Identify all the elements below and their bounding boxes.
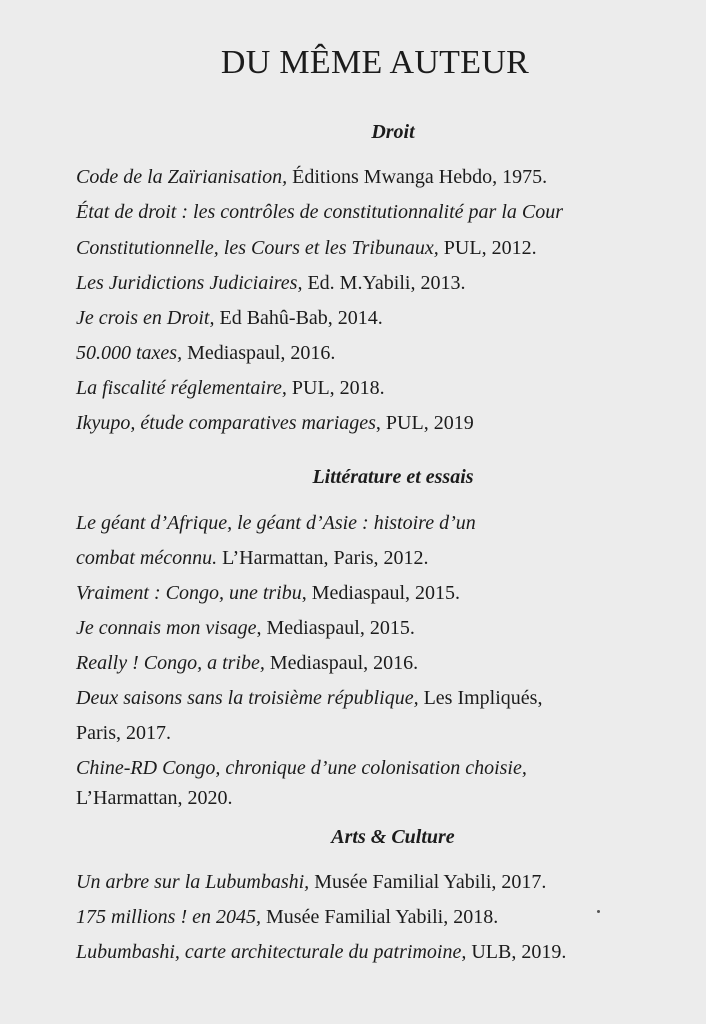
bibliography-entry: [76, 870, 546, 894]
work-details: Ed. M.Yabili, 2013.: [302, 272, 466, 294]
work-details: Ed Bahû-Bab, 2014.: [214, 307, 383, 329]
work-details: L’Harmattan, Paris, 2012.: [217, 547, 429, 569]
bibliography-entry: [76, 651, 418, 675]
page-title: DU MÊME AUTEUR: [220, 44, 530, 81]
work-details: Paris, 2017.: [76, 722, 171, 744]
bibliography-entry: [76, 940, 566, 964]
work-title: Ikyupo, étude comparatives mariages: [76, 412, 376, 434]
bibliography-entry: [76, 236, 537, 260]
work-title: 50.000 taxes,: [76, 342, 183, 364]
bibliography-entry: [76, 411, 474, 435]
work-title: Deux saisons sans la troisième république,: [76, 687, 419, 709]
work-title: Je connais mon visage: [76, 617, 257, 639]
work-title: Un arbre sur la Lubumbashi,: [76, 871, 310, 893]
work-details: Mediaspaul, 2016.: [264, 652, 419, 674]
work-details: PUL, 2018.: [286, 377, 385, 399]
work-title: Chine-RD Congo, chronique d’une colonisation choisie,: [76, 757, 527, 779]
bibliography-entry: [76, 721, 171, 745]
bibliography-entry: [76, 271, 465, 295]
bibliography-entry: [76, 376, 385, 400]
bibliography-entry: [76, 165, 547, 189]
bibliography-entry: [76, 581, 460, 605]
work-title: Constitutionnelle, les Cours et les Tribunaux,: [76, 237, 439, 259]
work-details: PUL, 2012.: [438, 237, 537, 259]
work-details: , PUL, 2019: [375, 412, 474, 434]
work-title: Lubumbashi, carte architecturale du patrimoine,: [76, 941, 467, 963]
work-title: État de droit : les contrôles de constitutionnalité par la Cour: [76, 201, 564, 223]
work-details: L’Harmattan, 2020.: [76, 787, 233, 809]
work-title: combat méconnu.: [76, 547, 218, 569]
bibliography-entry: [76, 756, 527, 780]
work-title: Les Juridictions Judiciaires,: [76, 272, 303, 294]
work-title: Code de la Zaïrianisation,: [76, 166, 288, 188]
section-heading-litterature: Littérature et essais: [312, 466, 474, 488]
section-heading-droit: Droit: [371, 121, 415, 143]
work-details: Musée Familial Yabili, 2017.: [309, 871, 547, 893]
bibliography-entry: [76, 511, 476, 535]
work-title: La fiscalité réglementaire,: [76, 377, 287, 399]
work-title: Le géant d’Afrique, le géant d’Asie : histoire d’un: [76, 512, 476, 534]
bibliography-entry: [76, 616, 415, 640]
work-title: Vraiment : Congo, une tribu: [76, 582, 302, 604]
work-details: , Mediaspaul, 2015.: [301, 582, 461, 604]
work-title: Je crois en Droit,: [76, 307, 215, 329]
bibliography-entry: [76, 786, 232, 810]
bibliography-entry: [76, 905, 498, 929]
work-details: ULB, 2019.: [466, 941, 567, 963]
bibliography-entry: [76, 341, 335, 365]
bibliography-entry: [76, 686, 542, 710]
work-details: Mediaspaul, 2016.: [182, 342, 336, 364]
bibliography-entry: [76, 306, 383, 330]
bibliography-entry: [76, 200, 563, 224]
work-title: Really ! Congo, a tribe,: [76, 652, 265, 674]
work-details: Les Impliqués,: [418, 687, 543, 709]
scan-speck: [597, 910, 600, 913]
work-title: 175 millions ! en 2045,: [76, 906, 261, 928]
section-heading-arts: Arts & Culture: [331, 826, 455, 848]
work-details: , Mediaspaul, 2015.: [256, 617, 415, 639]
work-details: Musée Familial Yabili, 2018.: [261, 906, 499, 928]
bibliography-entry: [76, 546, 429, 570]
work-details: Éditions Mwanga Hebdo, 1975.: [287, 166, 548, 188]
